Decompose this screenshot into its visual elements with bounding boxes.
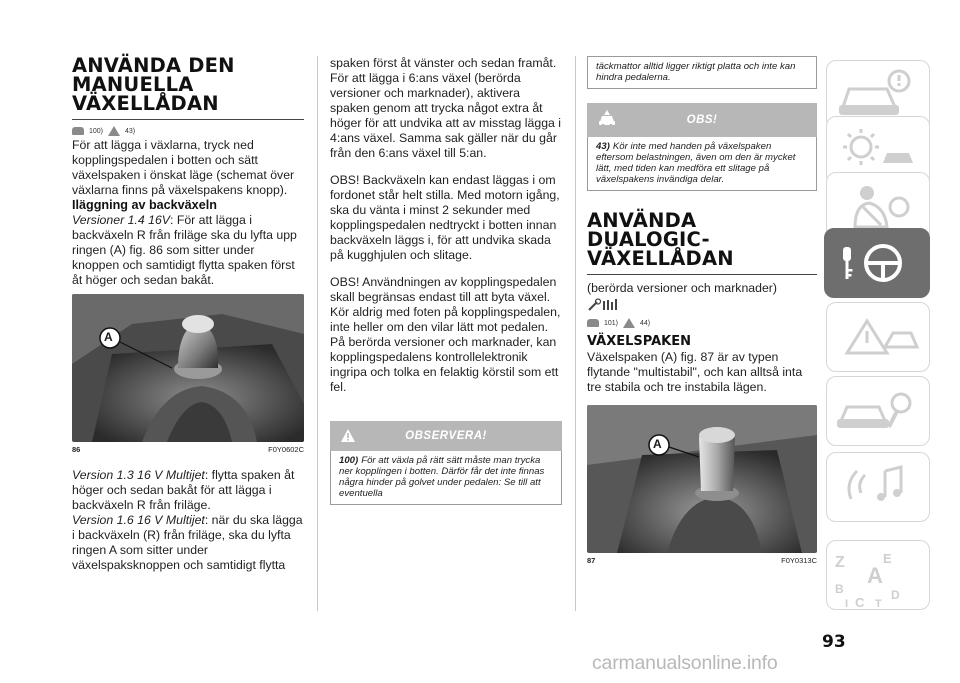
- warning-triangle-icon: [340, 428, 356, 444]
- svg-text:D: D: [891, 588, 900, 602]
- note-number: 43): [596, 141, 610, 152]
- ref-link[interactable]: 100): [89, 127, 104, 135]
- car-warning-icon: [72, 127, 84, 135]
- paragraph: OBS! Backväxeln kan endast läggas i om fordonet står helt stilla. Med motorn igång, ska du vänta i minst 2 sekunder med kopplingspedalen nedtryckt i botten innan backväxeln läggs i, för att undvika skada på kugghjulen och slitage.: [330, 173, 560, 262]
- page-number: 93: [822, 632, 846, 652]
- svg-text:Z: Z: [835, 554, 845, 571]
- paragraph-text: : när du ska lägga i backväxeln (R) från friläge, ska du lyfta ringen A som sitter under växelspaksknoppen och samtidigt flytta: [72, 513, 303, 572]
- warning-triangle-icon: [108, 126, 120, 136]
- figure-number: 87: [587, 556, 596, 565]
- paragraph: [72, 213, 304, 288]
- ref-link[interactable]: 101): [604, 319, 619, 327]
- heading-rule: [72, 119, 304, 120]
- paragraph: OBS! Användningen av kopplingspedalen skall begränsas endast till att byta växel. Kör aldrig med foten på kopplingspedalen, inte heller om den vilar lätt mot pedalen. På berörda versioner och marknader, kan kopplingspedalens kontrollelektronik ingripa och tolka en felaktig körstil som ett fel.: [330, 275, 561, 394]
- car-warning-icon: [587, 319, 599, 327]
- warning-box: [330, 421, 562, 505]
- gear-lever-illustration: [72, 294, 304, 442]
- car-tools-icon: [827, 377, 931, 447]
- svg-text:I: I: [845, 598, 849, 610]
- figure-code: F0Y0602C: [268, 445, 304, 454]
- note-text: Kör inte med handen på växelspaken eftersom belastningen, även om den är mycket lätt, med tiden kan medföra ett slitage på växelspakens invändiga delar.: [596, 141, 796, 185]
- ref-link[interactable]: 44): [640, 319, 651, 327]
- gear-lever-photo: [72, 294, 304, 442]
- tab-index[interactable]: [826, 540, 930, 610]
- heading-line: ANVÄNDA DEN: [72, 54, 235, 77]
- figure-86: [72, 294, 304, 454]
- heading-rule: [587, 274, 817, 275]
- svg-text:T: T: [875, 598, 882, 610]
- warning-references: [72, 124, 304, 138]
- tab-emergency[interactable]: [826, 302, 930, 372]
- paragraph-text: : För att lägga i backväxeln R från friläge ska du lyfta upp ringen (A) fig. 86 som sitter under knoppen och samtidigt flytta spaken först åt höger och sedan bakåt.: [72, 213, 297, 287]
- watermark: carmanualsonline.info: [592, 652, 778, 674]
- version-label: Version 1.3 16 V Multijet: [72, 468, 205, 482]
- heading-line: DUALOGIC-: [587, 228, 710, 251]
- key-steering-wheel-icon: [825, 229, 931, 299]
- warning-box-header: [330, 421, 562, 451]
- tab-starting-driving[interactable]: [824, 228, 930, 298]
- alphabet-index-icon: [827, 541, 931, 611]
- obs-box: [587, 103, 817, 191]
- svg-text:B: B: [835, 582, 844, 596]
- section-heading: [72, 56, 304, 113]
- dualogic-lever-illustration: [587, 405, 817, 553]
- warning-triangle-icon: [623, 318, 635, 328]
- note-text: För att växla på rätt sätt måste man trycka ner kopplingen i botten. Därför får det inte finnas några hinder på golvet under pedalen: Se till att eventuella: [339, 455, 545, 499]
- paragraph: [72, 513, 304, 573]
- svg-text:E: E: [883, 551, 892, 566]
- heading-line: VÄXELLÅDAN: [72, 92, 219, 115]
- column-3: [587, 56, 817, 565]
- market-icon: [587, 298, 817, 312]
- intro-paragraph: För att lägga i växlarna, tryck ned kopplingspedalen i botten och sätt växelspaken i önskat läge (schemat över växlarna finns på växelspakens knopp).: [72, 138, 295, 197]
- paragraph: spaken först åt vänster och sedan framåt.: [330, 56, 557, 70]
- warning-references: [587, 316, 817, 330]
- warning-box-continuation: [587, 56, 817, 89]
- paragraph: Växelspaken (A) fig. 87 är av typen flytande "multistabil", och kan alltså inta tre stabila och tre instabila lägen.: [587, 350, 803, 394]
- obs-box-body: [587, 137, 817, 191]
- note-text: täckmattor alltid ligger riktigt platta och inte kan hindra pedalerna.: [596, 61, 796, 83]
- version-label: Version 1.6 16 V Multijet: [72, 513, 205, 527]
- column-divider: [317, 56, 318, 611]
- obs-box-title: OBS!: [686, 114, 718, 126]
- car-caution-icon: [597, 110, 617, 128]
- tab-multimedia[interactable]: [826, 452, 930, 522]
- figure-callout: A: [104, 330, 113, 344]
- heading-line: ANVÄNDA: [587, 209, 697, 232]
- wrench-marker-icon: [587, 298, 621, 312]
- heading-line: VÄXELLÅDAN: [587, 247, 734, 270]
- section-heading: [587, 211, 817, 268]
- version-label: Versioner 1.4 16V: [72, 213, 170, 227]
- warning-box-body: [330, 451, 562, 505]
- tab-maintenance[interactable]: [826, 376, 930, 446]
- ref-link[interactable]: 43): [125, 127, 136, 135]
- figure-number: 86: [72, 445, 81, 454]
- paragraph: [72, 468, 304, 513]
- dualogic-lever-photo: [587, 405, 817, 553]
- paragraph: För att lägga i 6:ans växel (berörda versioner och marknader), aktivera spaken genom att trycka något extra åt höger för att undvika att av misstag lägga i 4:ans växel. Samma sak gäller när du går från den 6:ans växel till 5:an.: [330, 71, 562, 160]
- paragraph-text: : flytta spaken åt höger och sedan bakåt för att lägga i backväxeln R från friläge.: [72, 468, 295, 512]
- figure-callout: A: [653, 437, 662, 451]
- note-number: 100): [339, 455, 359, 466]
- heading-line: MANUELLA: [72, 73, 194, 96]
- subheading: Iläggning av backväxeln: [72, 198, 217, 212]
- figure-code: F0Y0313C: [781, 556, 817, 565]
- figure-87: [587, 405, 817, 565]
- svg-text:C: C: [855, 595, 865, 610]
- obs-box-header: [587, 103, 817, 137]
- svg-text:A: A: [867, 563, 883, 588]
- column-1: [72, 56, 304, 573]
- versions-note: (berörda versioner och marknader): [587, 281, 778, 295]
- multimedia-icon: [827, 453, 931, 523]
- warning-box-title: OBSERVERA!: [405, 430, 487, 442]
- warning-triangle-icon: [827, 303, 931, 373]
- subheading: VÄXELSPAKEN: [587, 334, 692, 349]
- column-divider: [575, 56, 576, 611]
- figure-caption: [587, 556, 817, 565]
- column-2: [330, 56, 562, 505]
- figure-caption: [72, 445, 304, 454]
